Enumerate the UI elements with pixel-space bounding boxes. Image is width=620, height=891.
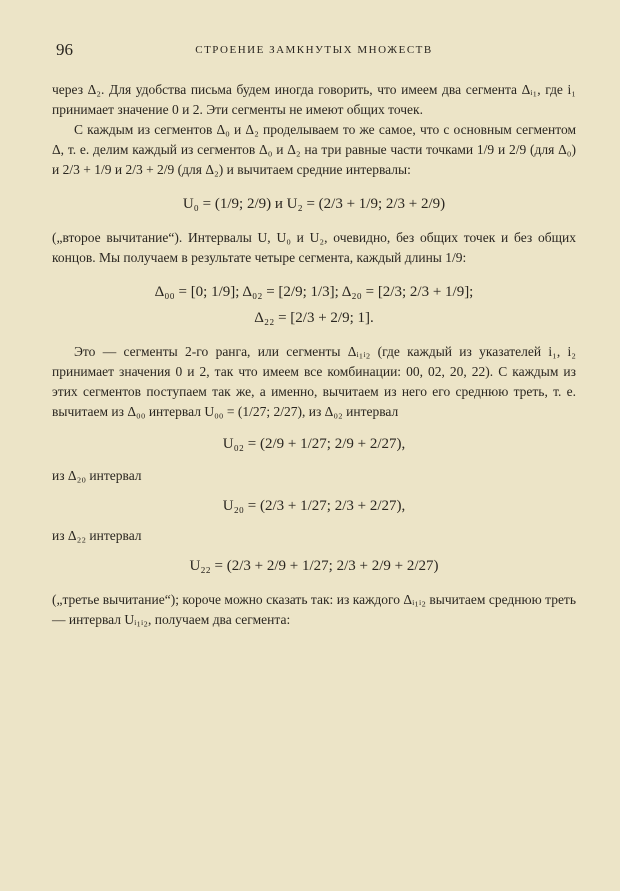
equation-delta22: Δ₂₂ = [2/3 + 2/9; 1].	[254, 310, 374, 326]
equation-segments-rank2: Δ₀₀ = [0; 1/9]; Δ₀₂ = [2/9; 1/3]; Δ₂₀ = [2/3; 2/3 + 1/9];	[154, 284, 474, 300]
page-number: 96	[56, 40, 73, 59]
paragraph-6: из Δ₂₂ интервал	[52, 528, 142, 543]
running-title: СТРОЕНИЕ ЗАМКНУТЫХ МНОЖЕСТВ	[195, 44, 433, 56]
paragraph-3: („второе вычитание“). Интервалы U, U₀ и U₂, очевидно, без общих точек и без общих концов. Мы получаем в результате четыре сегмента, каждый длины 1/9:	[52, 230, 576, 265]
paragraph-2: С каждым из сегментов Δ₀ и Δ₂ проделываем то же самое, что с основным сегментом Δ, т. е. делим каждый из сегментов Δ₀ и Δ₂ на три равные части точками 1/9 и 2/9 (для Δ₀) и 2/3 + 1/9 и 2/3 + 2/9 (для Δ₂) и вычитаем средние интервалы:	[52, 122, 576, 177]
paragraph-4: Это — сегменты 2-го ранга, или сегменты Δᵢ₁ᵢ₂ (где каждый из указателей i₁, i₂ принимает значения 0 и 2, так что имеем все комбинации: 00, 02, 20, 22). С каждым из этих сегментов поступаем так же, а именно, вычитаем из него его среднюю треть, т. е. вычитаем из Δ₀₀ интервал U₀₀ = (1/27; 2/27), из Δ₀₂ интервал	[52, 344, 576, 419]
equation-u20: U₂₀ = (2/3 + 1/27; 2/3 + 2/27),	[222, 498, 406, 514]
equation-u0-u2: U₀ = (1/9; 2/9) и U₂ = (2/3 + 1/9; 2/3 + 2/9)	[182, 196, 446, 212]
equation-u02: U₀₂ = (2/9 + 1/27; 2/9 + 2/27),	[222, 436, 406, 452]
paragraph-7: („третье вычитание“); короче можно сказать так: из каждого Δᵢ₁ᵢ₂ вычитаем среднюю треть — интервал Uᵢ₁ᵢ₂, получаем два сегмента:	[52, 592, 576, 627]
page-body	[52, 80, 576, 630]
equation-u22: U₂₂ = (2/3 + 2/9 + 1/27; 2/3 + 2/9 + 2/27)	[189, 558, 439, 574]
page-header	[52, 40, 576, 60]
paragraph-5: из Δ₂₀ интервал	[52, 468, 142, 483]
paragraph-1: через Δ₂. Для удобства письма будем иногда говорить, что имеем два сегмента Δᵢ₁, где i₁ принимает значение 0 и 2. Эти сегменты не имеют общих точек.	[52, 82, 576, 117]
